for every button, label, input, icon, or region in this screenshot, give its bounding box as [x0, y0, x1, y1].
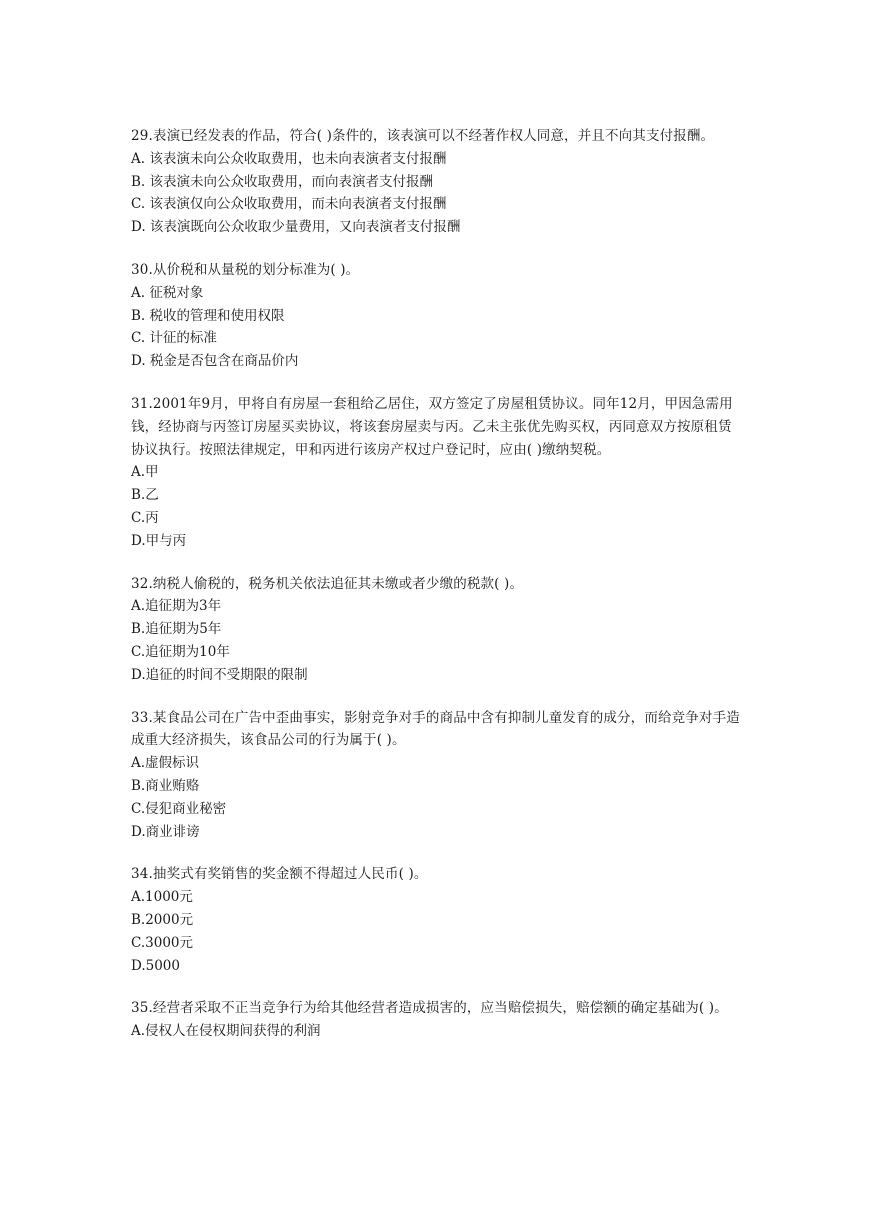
question-stem: 35.经营者采取不正当竞争行为给其他经营者造成损害的，应当赔偿损失，赔偿额的确定基础为( )。	[131, 1000, 728, 1017]
option-c: C.3000元	[131, 934, 193, 951]
option-c: C.侵犯商业秘密	[131, 800, 227, 817]
option-b: B. 税收的管理和使用权限	[131, 307, 285, 324]
option-c: C. 该表演仅向公众收取费用，而未向表演者支付报酬	[131, 196, 447, 213]
question-stem: 34.抽奖式有奖销售的奖金额不得超过人民币( )。	[131, 866, 428, 883]
question-29	[131, 125, 743, 239]
question-32	[131, 573, 743, 687]
option-c: C.丙	[131, 509, 159, 526]
option-d: D. 税金是否包含在商品价内	[131, 353, 299, 370]
question-33	[131, 707, 743, 844]
question-stem: 33.某食品公司在广告中歪曲事实，影射竞争对手的商品中含有抑制儿童发育的成分，而给竞争对手造成重大经济损失，该食品公司的行为属于( )。	[131, 709, 740, 749]
question-stem: 32.纳税人偷税的，税务机关依法追征其未缴或者少缴的税款( )。	[131, 575, 524, 592]
question-30	[131, 259, 743, 373]
question-stem: 29.表演已经发表的作品，符合( )条件的，该表演可以不经著作权人同意，并且不向其支付报酬。	[131, 128, 715, 144]
option-a: A.侵权人在侵权期间获得的利润	[131, 1023, 321, 1040]
option-b: B.乙	[131, 487, 159, 504]
option-b: B.商业贿赂	[131, 777, 200, 794]
option-d: D.追征的时间不受期限的限制	[131, 666, 308, 683]
question-31	[131, 393, 743, 553]
option-b: B. 该表演未向公众收取费用，而向表演者支付报酬	[131, 173, 434, 190]
option-d: D.5000	[131, 957, 180, 974]
question-35	[131, 997, 743, 1043]
question-stem: 30.从价税和从量税的划分标准为( )。	[131, 261, 360, 278]
question-stem: 31.2001年9月，甲将自有房屋一套租给乙居住，双方签定了房屋租赁协议。同年12月，甲因急需用钱，经协商与丙签订房屋买卖协议，将该套房屋卖与丙。乙未主张优先购买权，丙同意双方按原租赁协议执行。按照法律规定，甲和丙进行该房产权过户登记时，应由( )缴纳契税。	[131, 395, 733, 458]
option-a: A.甲	[131, 464, 159, 481]
option-d: D.甲与丙	[131, 532, 187, 549]
option-a: A. 征税对象	[131, 284, 204, 301]
option-d: D.商业诽谤	[131, 823, 200, 840]
option-a: A.追征期为3年	[131, 598, 222, 615]
option-a: A.虚假标识	[131, 755, 200, 772]
question-34	[131, 863, 743, 977]
option-c: C. 计征的标准	[131, 330, 217, 347]
option-b: B.追征期为5年	[131, 621, 222, 638]
option-d: D. 该表演既向公众收取少量费用，又向表演者支付报酬	[131, 219, 461, 236]
option-c: C.追征期为10年	[131, 643, 230, 660]
option-b: B.2000元	[131, 911, 194, 928]
option-a: A.1000元	[131, 889, 193, 906]
question-list	[131, 125, 743, 1063]
option-a: A. 该表演未向公众收取费用，也未向表演者支付报酬	[131, 150, 447, 167]
